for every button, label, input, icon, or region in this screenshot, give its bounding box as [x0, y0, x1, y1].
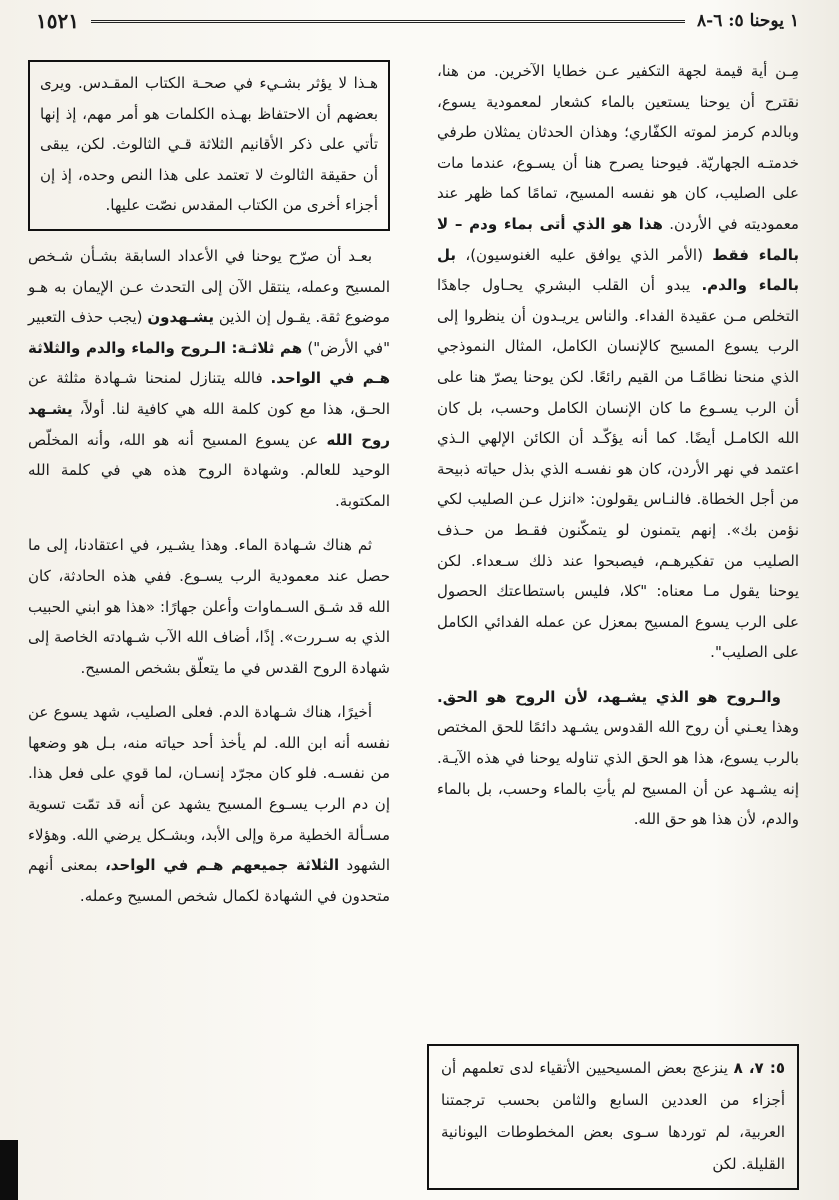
- text-run: بعـد أن صرّح يوحنا في الأعداد السابقة بشـأن شـخص المسيح وعمله، ينتقل الآن إلى التحدث عـن الإيمان به هـو موضوع ثقة. يقـول إن الذين: [28, 246, 390, 327]
- running-head: ١ يوحنا ٥: ٦-٨: [697, 11, 799, 31]
- text-run: مِـن أية قيمة لجهة التكفير عـن خطايا الآخرين. من هنا، نقترح أن يوحنا يستعين بالماء كشعار لمعمودية يسوع، وبالدم كرمز لموته الكفّاري؛ وهذان الحدثان يمثلان طرفي خدمتـه الجهاريّة. فيوحنا يصرح هنا أن يسـوع، عندما مات على الصليب، كان هو نفسه المسيح، تمامًا كما ظهر عند معموديته في الأردن.: [437, 62, 799, 233]
- scripture-quote: هذا هو الذي أتى بماء ودم – لا بالماء فقط: [437, 214, 799, 264]
- scripture-quote: الثلاثة جميعهم هـم في الواحد،: [105, 856, 340, 875]
- note-box-continuation: [28, 60, 390, 231]
- left-column: [28, 56, 390, 911]
- right-column: [437, 56, 799, 835]
- header-rule: [91, 20, 685, 23]
- text-run: ينزعج بعض المسيحيين الأتقياء لدى تعلمهم أن أجزاء من العددين السابع والثامن بحسب ترجمتنا العربية، لم توردها سـوى بعض المخطوطات اليونانية القليلة. لكن: [441, 1059, 785, 1173]
- text-run: بمعنى أنهم متحدون في الشهادة لكمال شخص المسيح وعمله.: [28, 856, 390, 905]
- paragraph: ثم هناك شـهادة الماء. وهذا يشـير، في اعتقادنا، إلى ما حصل عند معمودية الرب يسـوع. ففي هذه الحادثة، كان الله قد شـق السـماوات وأعلن جهارًا: «هذا هو ابني الحبيب الذي به سـررت». إذًا، أضاف الله الآب شـهادته الخاصة إلى شهادة الروح القدس في ما يتعلّق بشخص المسيح.: [28, 536, 390, 677]
- note-paragraph: [441, 1052, 785, 1180]
- scripture-quote: بل بالماء والدم.: [437, 245, 799, 295]
- text-run: أخيرًا، هناك شـهادة الدم. فعلى الصليب، شهد يسوع عن نفسه أنه ابن الله. لم يأخذ أحد حياته منه، بـل هو وضعها من نفسـه. فلو كان مجرّد إنسـان، لما قوي على فعل هذا. إن دم الرب يسـوع المسيح يشهد عن أنه قد تمّت تسوية مسـألة الخطية مرة وإلى الأبد، وبشـكل يرضي الله. وهؤلاء الشهود: [28, 703, 391, 875]
- scripture-quote: هم ثلاثـة: الـروح والماء والدم والثلاثة هـم في الواحد.: [28, 338, 390, 388]
- paragraph: [28, 241, 390, 516]
- page-number: ١٥٢١: [36, 9, 79, 33]
- note-paragraph: هـذا لا يؤثر بشـيء في صحـة الكتاب المقـدس. ويرى بعضهم أن الاحتفاظ بهـذه الكلمات هو أمر مهم، إذ إنها تأتي على ذكر الأقانيم الثلاثة قـي الثالوث. لكن، يبقى أن حقيقة الثالوث لا تعتمد على هذا النص وحده، إذ إن أجزاء أخرى من الكتاب المقدس نصّت عليها.: [40, 74, 378, 215]
- paragraph: [437, 56, 799, 668]
- text-run: عن يسوع المسيح أنه هو الله، وأنه المخلّص الوحيد للعالم. وشهادة الروح هذه هي في كلمة الله المكتوبة.: [28, 430, 390, 510]
- text-run: (الأمر الذي يوافق عليه الغنوسيون)،: [465, 245, 703, 264]
- text-run: يبدو أن القلب البشري يحـاول جاهدًا التخلص مـن عقيدة الفداء. والناس يريـدون أن ينظروا إلى الرب يسوع المسيح كالإنسان الكامل، المثال النموذجي الذي منحنا نظامًـا من القيم رائعًا. لكن يوحنا يصرّ هنا على أن الرب يسـوع ما كان الإنسان الكامل وحسب، بل كان الله الكامـل أيضًا. كما أنه يؤكّـد أن الكائن الإلهي الـذي اعتمد في نهر الأردن، كان هو نفسـه الذي بذل حياته ذبيحة من أجل الخطاة. فالنـاس يقولون: «انزل عـن الصليب لكي نؤمن بك». إنهم يتمنون لو يتمكّنون فقـط من حـذف الصليب من تفكيرهـم، فيصبحوا عند ذلك سـعداء. لكن يوحنا يقول مـا معناه: "كلا، فليس باستطاعتك الحصول على الرب يسوع المسيح بمعزل عن عمله الفدائي الكامل على الصليب".: [437, 276, 799, 662]
- scripture-quote: والـروح هو الذي يشـهد، لأن الروح هو الحق.: [437, 687, 781, 706]
- page-header: [36, 6, 799, 36]
- verse-reference: ٥: ٧، ٨: [733, 1059, 785, 1077]
- paragraph: [28, 697, 390, 911]
- text-columns: [28, 56, 799, 1200]
- text-run: (يجب حذف التعبير "في الأرض"): [28, 308, 390, 357]
- text-run: وهذا يعـني أن روح الله القدوس يشـهد دائمًا للحق المختص بالرب يسوع، هذا هو الحق الذي تناوله يوحنا في هذه الآيـة. إنه يشـهد عن أن المسيح لم يأتِ بالماء وحسب، بل بالماء والدم، لأن هذا هو حق الله.: [437, 718, 799, 829]
- text-run: فالله يتنازل لمنحنا شـهادة مثلثة عن الحـق، هذا مع كون كلمة الله هي كافية لنا. أولاً،: [28, 369, 390, 418]
- scan-edge-mark: [0, 1140, 18, 1200]
- scripture-quote: يشـهدون: [147, 308, 215, 327]
- scripture-quote: يشـهد روح الله: [28, 399, 390, 449]
- note-box-verses-7-8: [427, 1044, 799, 1190]
- paragraph: [437, 682, 799, 835]
